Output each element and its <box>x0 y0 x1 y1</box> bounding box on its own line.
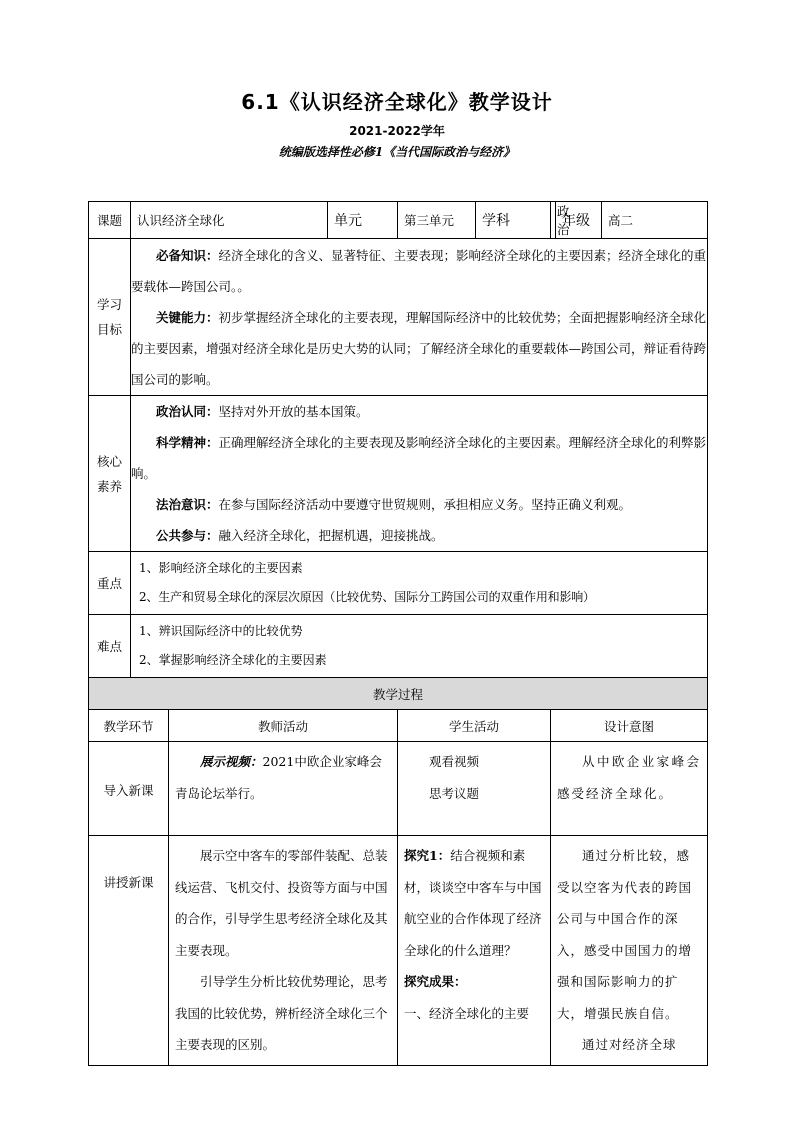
process-header-row <box>89 678 708 710</box>
student-result-heading: 探究成果： <box>404 974 467 989</box>
difficult-point-1: 1、辨识国际经济中的比较优势 <box>139 624 303 638</box>
document-title: 6.1《认识经济全球化》教学设计 <box>241 90 553 114</box>
teacher-intro-text: 2021中欧企业家峰会青岛论坛举行。 <box>175 754 382 801</box>
political-paragraph <box>131 396 707 427</box>
course-label: 课题 <box>89 202 131 239</box>
law-heading: 法治意识： <box>156 497 219 512</box>
core-literacy-content <box>131 396 708 552</box>
key-points-content <box>131 552 708 615</box>
student-result-text: 一、经济全球化的主要 <box>404 1005 530 1021</box>
student-new-lesson <box>398 836 551 1066</box>
public-paragraph <box>131 520 707 551</box>
info-row <box>89 202 708 239</box>
student-explore-heading: 探究1： <box>404 848 451 863</box>
process-row-new-lesson <box>89 836 708 1066</box>
intent-new-lesson-p2: 通过对经济全球 <box>582 1037 677 1052</box>
political-text: 坚持对外开放的基本国策。 <box>218 404 369 419</box>
science-paragraph <box>131 427 707 489</box>
law-text: 在参与国际经济活动中要遵守世贸规则，承担相应义务。坚持正确义利观。 <box>218 497 632 512</box>
student-intro-1: 观看视频 <box>429 754 480 769</box>
process-column-headers <box>89 710 708 742</box>
student-intro-2: 思考议题 <box>429 785 480 801</box>
teacher-intro <box>169 742 398 836</box>
document-subtitle: 统编版选择性必修1《当代国际政治与经济》 <box>278 145 516 159</box>
core-literacy-label-line2: 素养 <box>96 478 122 494</box>
unit-label: 单元 <box>328 202 398 239</box>
student-explore-text: 结合视频和素材，谈谈空中客车与中国航空业的合作体现了经济全球化的什么道理？ <box>404 848 542 958</box>
intent-new-lesson <box>551 836 708 1066</box>
process-header: 教学过程 <box>89 678 708 710</box>
lesson-plan-table <box>88 201 708 1066</box>
intent-new-lesson-p1: 通过分析比较，感受以空客为代表的跨国公司与中国合作的深入，感受中国国力的增强和国际影响力的扩大，增强民族自信。 <box>557 848 693 1021</box>
teacher-new-lesson-p2: 引导学生分析比较优势理论，思考我国的比较优势，辨析经济全球化三个主要表现的区别。 <box>175 974 388 1052</box>
science-text: 正确理解经济全球化的主要表现及影响经济全球化的主要因素。理解经济全球化的利弊影响。 <box>131 435 707 481</box>
col-teacher-header: 教师活动 <box>169 710 398 742</box>
knowledge-paragraph <box>131 240 707 302</box>
col-stage-header: 教学环节 <box>89 710 169 742</box>
key-point-1: 1、影响经济全球化的主要因素 <box>139 561 303 575</box>
learning-goals-row <box>89 239 708 396</box>
public-heading: 公共参与： <box>156 528 219 543</box>
science-heading: 科学精神： <box>156 435 219 450</box>
course-value: 认识经济全球化 <box>131 202 328 239</box>
learning-goals-content <box>131 239 708 396</box>
intent-intro-text: 从中欧企业家峰会感受经济全球化。 <box>557 754 702 801</box>
difficult-points-row <box>89 615 708 678</box>
learning-goals-label-line1: 学习 <box>96 297 122 312</box>
difficult-point-2: 2、掌握影响经济全球化的主要因素 <box>139 653 327 667</box>
learning-goals-label-line2: 目标 <box>96 322 122 337</box>
core-literacy-label-line1: 核心 <box>96 453 122 469</box>
public-text: 融入经济全球化，把握机遇，迎接挑战。 <box>218 528 444 543</box>
process-row-intro <box>89 742 708 836</box>
political-heading: 政治认同： <box>156 404 219 419</box>
student-intro <box>398 742 551 836</box>
col-student-header: 学生活动 <box>398 710 551 742</box>
col-intent-header: 设计意图 <box>551 710 708 742</box>
key-points-label: 重点 <box>89 552 131 615</box>
stage-new-lesson: 讲授新课 <box>89 836 169 1066</box>
unit-value: 第三单元 <box>398 202 476 239</box>
subject-value: 政治 <box>551 202 556 239</box>
teacher-new-lesson <box>169 836 398 1066</box>
grade-value: 高二 <box>602 202 708 239</box>
learning-goals-label <box>89 239 131 396</box>
subject-label: 学科 <box>476 202 551 239</box>
key-point-2: 2、生产和贸易全球化的深层次原因（比较优势、国际分工跨国公司的双重作用和影响） <box>139 590 595 604</box>
ability-paragraph <box>131 302 707 395</box>
stage-intro: 导入新课 <box>89 742 169 836</box>
teacher-new-lesson-p1: 展示空中客车的零部件装配、总装线运营、飞机交付、投资等方面与中国的合作，引导学生思考经济全球化及其主要表现。 <box>175 848 388 958</box>
ability-heading: 关键能力： <box>156 309 219 325</box>
key-points-row <box>89 552 708 615</box>
core-literacy-label <box>89 396 131 552</box>
intent-intro <box>551 742 708 836</box>
school-year: 2021-2022学年 <box>349 124 445 138</box>
ability-text: 初步掌握经济全球化的主要表现，理解国际经济中的比较优势；全面把握影响经济全球化的主要因素，增强对经济全球化是历史大势的认同；了解经济全球化的重要载体—跨国公司，辩证看待跨国公司的影响。 <box>131 309 707 387</box>
law-paragraph <box>131 489 707 520</box>
core-literacy-row <box>89 396 708 552</box>
teacher-intro-heading: 展示视频： <box>200 754 263 769</box>
grade-label: 年级 <box>556 202 602 239</box>
knowledge-text: 经济全球化的含义、显著特征、主要表现；影响经济全球化的主要因素；经济全球化的重要载体—跨国公司。。 <box>131 247 707 294</box>
difficult-points-content <box>131 615 708 678</box>
knowledge-heading: 必备知识： <box>156 247 219 263</box>
difficult-points-label: 难点 <box>89 615 131 678</box>
